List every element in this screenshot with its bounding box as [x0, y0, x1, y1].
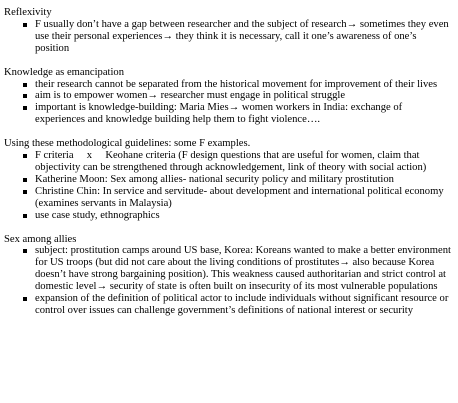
list-item-text: important is knowledge-building: Maria Mies→ women workers in India: exchange of experiences and knowledge building help them to fight violence…. — [35, 102, 403, 126]
bullet-icon — [23, 83, 27, 87]
heading-reflexivity: Reflexivity — [4, 7, 52, 18]
list-item — [4, 102, 452, 126]
list-sex-among-allies — [4, 245, 452, 316]
list-item-text: F criteria x Keohane criteria (F design questions that are useful for women, claim that objectivity can be strengthened through acknowledgement, link of theory with social action) — [35, 150, 427, 173]
list-item — [4, 174, 452, 186]
list-item-text: F usually don’t have a gap between researcher and the subject of research→ sometimes they even use their personal experiences→ they think it is necessary, call it one’s awareness of one’s position — [35, 18, 449, 54]
bullet-icon — [23, 23, 27, 27]
bullet-icon — [23, 297, 27, 301]
bullet-icon — [23, 154, 27, 158]
list-item — [4, 210, 452, 222]
document-body — [4, 7, 452, 317]
bullet-icon — [23, 214, 27, 218]
list-item — [4, 19, 452, 55]
list-item-text: subject: prostitution camps around US base, Korea: Koreans wanted to make a better environment for US troops (but did not care about the living conditions of prostitutes→ also because Korea doesn’t have strong bargaining position). This weakness caused authoritarian and strict control at domestic level→ security of state is often built on insecurity of its most vulnerable populations — [35, 245, 451, 293]
list-item-text: Katherine Moon: Sex among allies- national security policy and military prostitution — [35, 173, 394, 185]
heading-sex-among-allies: Sex among allies — [4, 233, 77, 245]
list-item — [4, 293, 452, 317]
heading-knowledge-emancipation: Knowledge as emancipation — [4, 66, 125, 78]
list-knowledge-emancipation — [4, 79, 452, 127]
bullet-icon — [23, 94, 27, 98]
list-reflexivity — [4, 19, 452, 55]
list-item-text: aim is to empower women→ researcher must engage in political struggle — [35, 90, 346, 102]
bullet-icon — [23, 190, 27, 194]
list-item-text: Christine Chin: In service and servitude- about development and international political economy (examines servants in Malaysia) — [35, 185, 444, 209]
blank-line — [4, 126, 452, 138]
list-item — [4, 186, 452, 210]
list-item-text: expansion of the definition of political actor to include individuals without significant resource or control over issues can challenge government’s definitions of national interest or security — [35, 293, 449, 316]
list-item — [4, 245, 452, 293]
list-item — [4, 150, 452, 174]
list-item-text: use case study, ethnographics — [35, 209, 160, 221]
list-item — [4, 90, 452, 102]
list-item — [4, 79, 452, 91]
blank-line — [4, 55, 452, 67]
list-methodological-guidelines — [4, 150, 452, 221]
bullet-icon — [23, 106, 27, 110]
bullet-icon — [23, 249, 27, 253]
heading-methodological-guidelines: Using these methodological guidelines: some F examples. — [4, 138, 251, 150]
list-item-text: their research cannot be separated from the historical movement for improvement of their lives — [35, 78, 438, 90]
bullet-icon — [23, 178, 27, 182]
blank-line — [4, 222, 452, 234]
